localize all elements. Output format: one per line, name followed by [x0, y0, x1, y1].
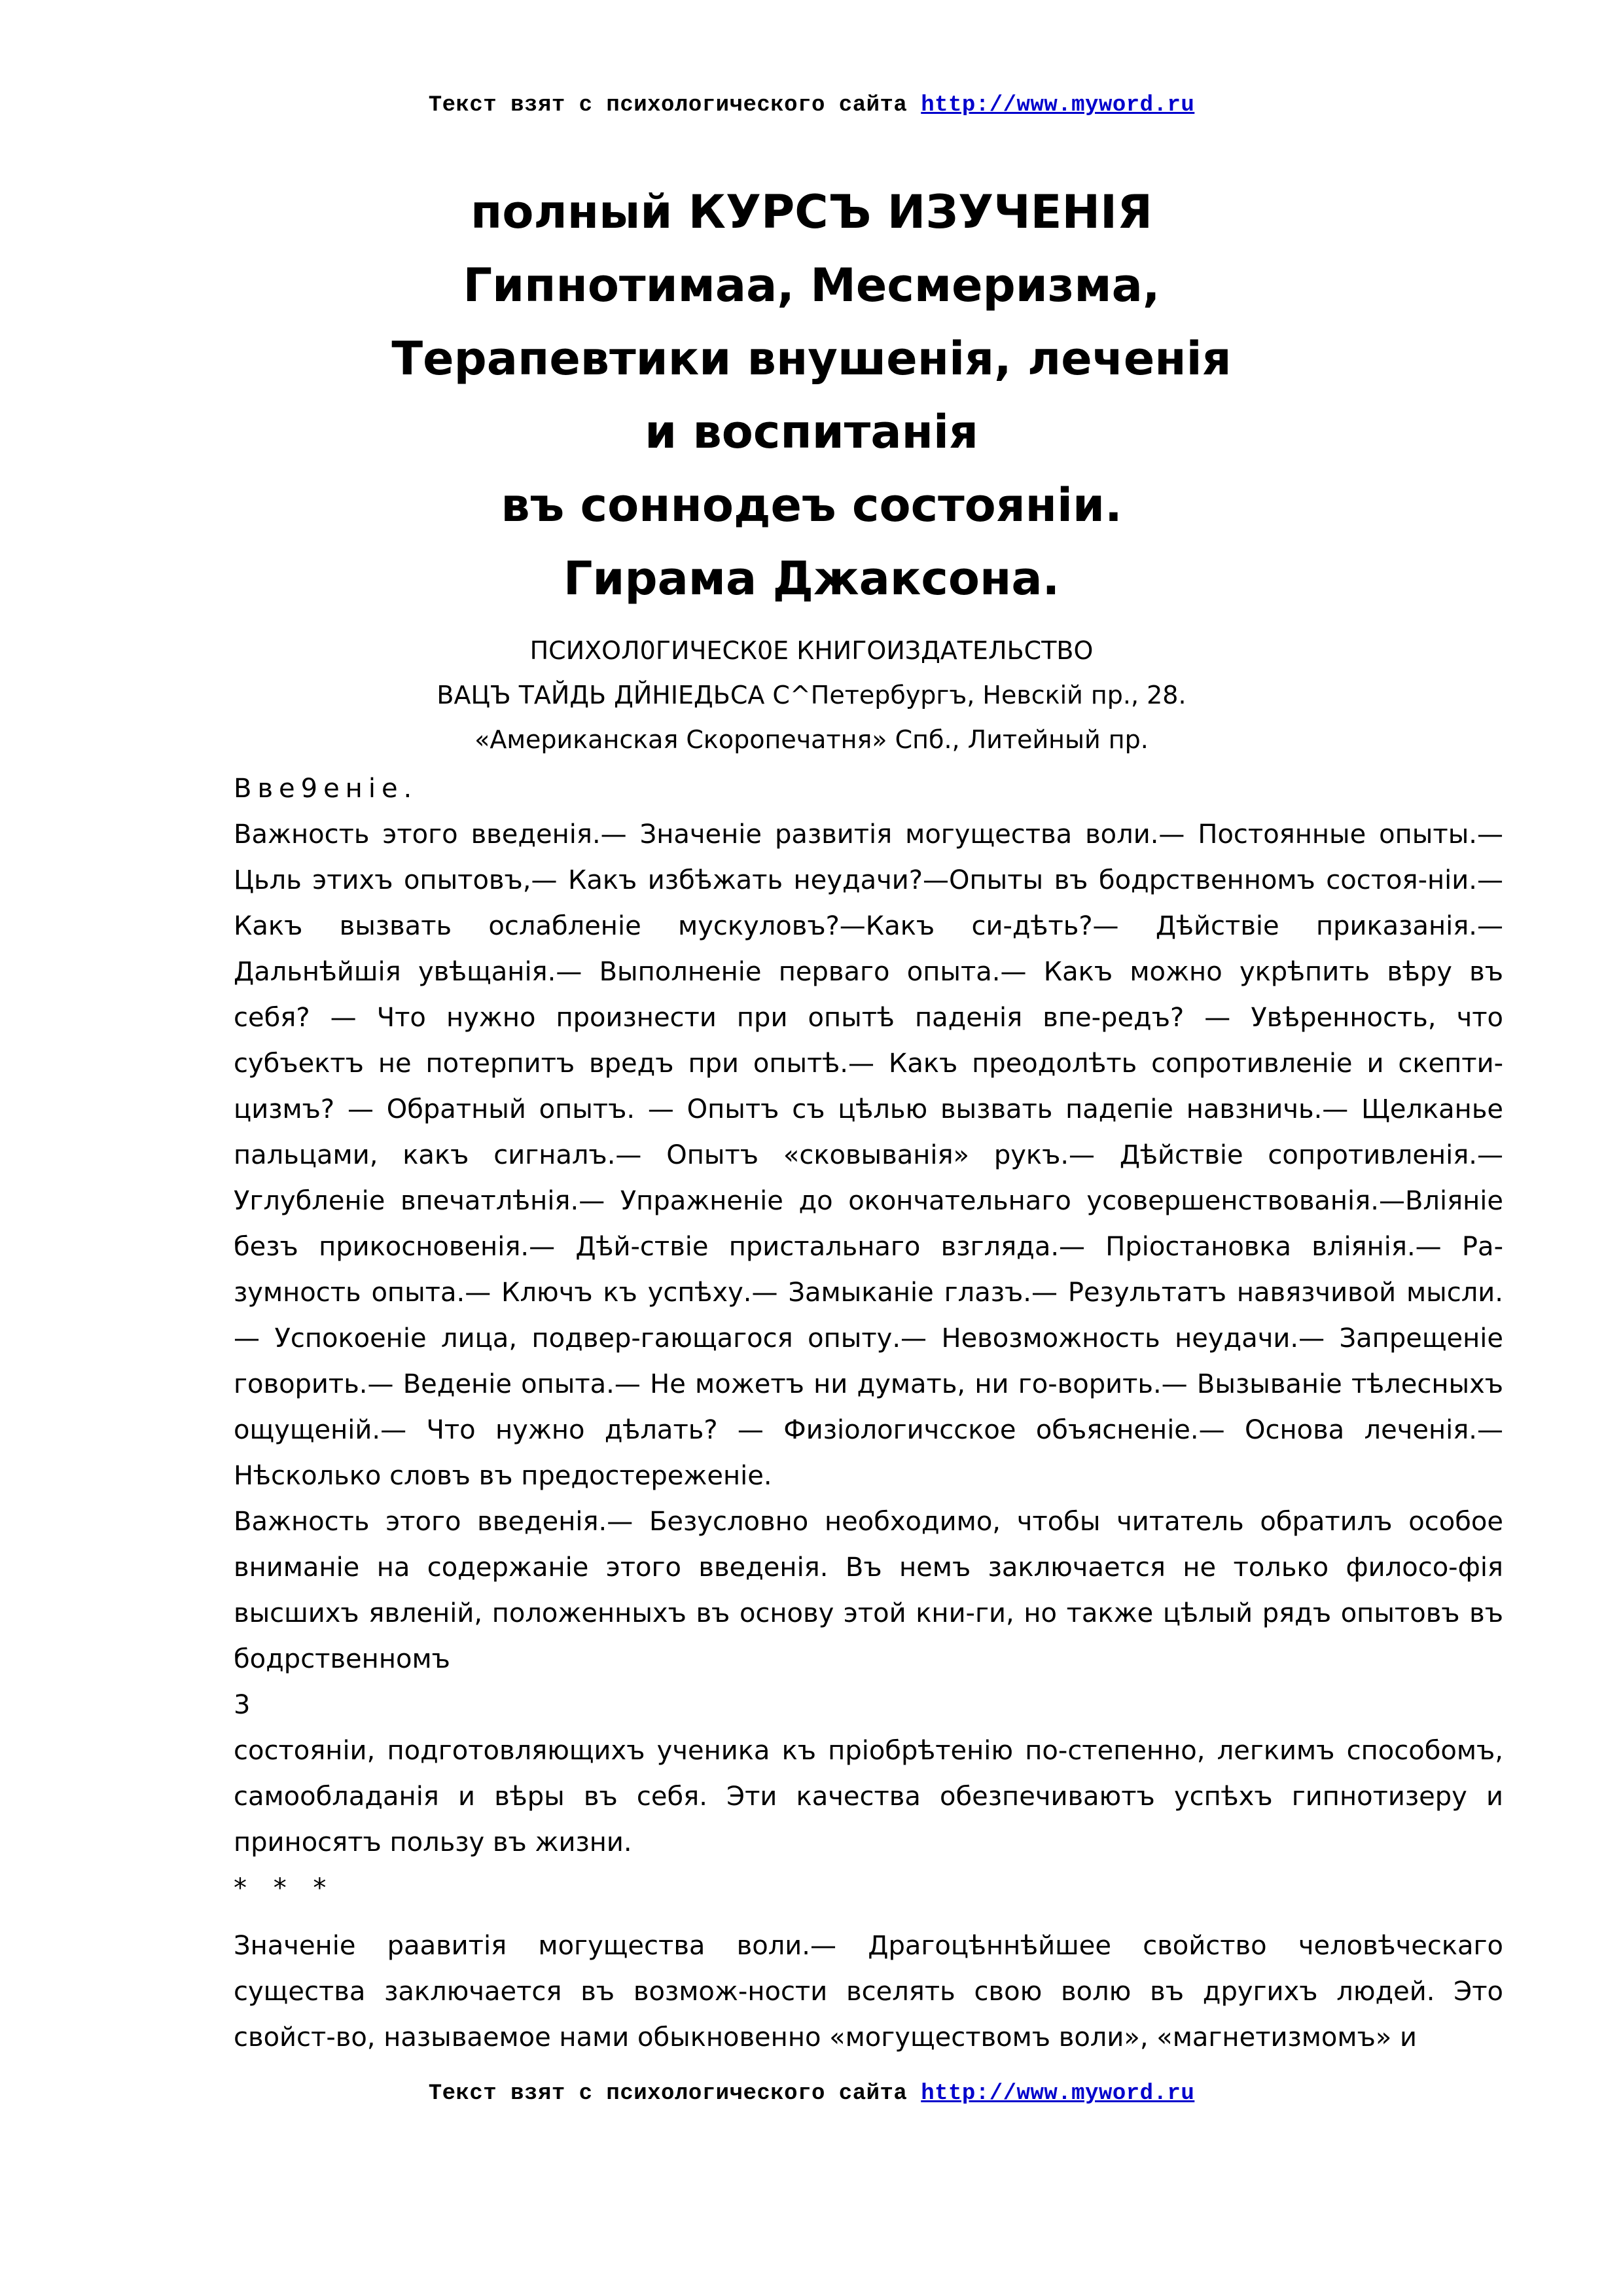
publisher-info [0, 628, 1623, 762]
page-footer [0, 2081, 1623, 2106]
page-header [0, 93, 1623, 118]
footer-text: Текст взят с психологического сайта [428, 2081, 908, 2106]
paragraph: Значеніе раавитія могущества воли.— Драгоцѣннѣйшее свойство человѣческаго существа заключается въ возмож-ности вселять свою волю въ другихъ людей. Это свойст-во, называемое нами обыкновенно «могуществомъ воли», «магнетизмомъ» и [234, 1931, 1503, 2053]
page-number: 3 [234, 1690, 251, 1720]
header-text: Текст взят с психологического сайта [428, 93, 908, 118]
publisher-line: «Американская Скоропечатня» Спб., Литейный пр. [474, 725, 1149, 754]
separator: * * * [234, 1873, 336, 1903]
body-text [234, 766, 1503, 2060]
title-line: Гипнотимаа, Месмеризма, [463, 259, 1160, 312]
section-heading: Вве9еніе. [234, 774, 418, 804]
publisher-line: ВАЦЪ ТАЙДЬ ДЙНІЕДЬСА С^Петербургъ, Невскій пр., 28. [437, 681, 1186, 709]
paragraph: Важность этого введенія.— Безусловно необходимо, чтобы читатель обратилъ особое вниманіе на содержаніе этого введенія. Въ немъ заключается не только филосо-фія высшихъ явленій, положенныхъ въ основу этой кни-ги, но также цѣлый рядъ опытовъ въ бодрственномъ [234, 1507, 1503, 1674]
publisher-line: ПСИХОЛ0ГИЧЕСК0Е КНИГОИЗДАТЕЛЬСТВО [529, 636, 1094, 665]
title-line: полный КУРСЪ ИЗУЧЕНІЯ [470, 185, 1152, 239]
footer-link[interactable]: http://www.myword.ru [921, 2081, 1195, 2106]
book-title [0, 175, 1623, 615]
header-link[interactable]: http://www.myword.ru [921, 93, 1195, 118]
title-line: Гирама Джаксона. [563, 552, 1060, 605]
paragraph: состояніи, подготовляющихъ ученика къ пріобрѣтенію по-степенно, легкимъ способомъ, самообладанія и вѣры въ себя. Эти качества обезпечиваютъ успѣхъ гипнотизеру и приносятъ пользу въ жизни. [234, 1736, 1503, 1857]
title-line: Терапевтики внушенія, леченія [391, 332, 1232, 386]
title-line: и воспитанія [645, 405, 978, 459]
title-line: въ соннодеъ состояніи. [501, 478, 1122, 532]
table-of-contents: Важность этого введенія.— Значеніе развитія могущества воли.— Постоянные опыты.— Цьль этихъ опытовъ,— Какъ избѣжать неудачи?—Опыты въ бодрственномъ состоя-ніи.— Какъ вызвать ослабленіе мускуловъ?—Какъ си-дѣть?— Дѣйствіе приказанія.— Дальнѣйшія увѣщанія.— Выполненіе перваго опыта.— Какъ можно укрѣпить вѣру въ себя? — Что нужно произнести при опытѣ паденія впе-редъ? — Увѣренность, что субъектъ не потерпитъ вредъ при опытѣ.— Какъ преодолѣть сопротивленіе и скепти-цизмъ? — Обратный опытъ. — Опытъ съ цѣлью вызвать падепіе навзничь.— Щелканье пальцами, какъ сигналъ.— Опытъ «сковыванія» рукъ.— Дѣйствіе сопротивленія.— Углубленіе впечатлѣнія.— Упражненіе до окончательнаго усовершенствованія.—Вліяніе безъ прикосновенія.— Дѣй-ствіе пристальнаго взгляда.— Пріостановка вліянія.— Ра-зумность опыта.— Ключъ къ успѣху.— Замыканіе глазъ.— Результатъ навязчивой мысли.— Успокоеніе лица, подвер-гающагося опыту.— Невозможность неудачи.— Запрещеніе говорить.— Веденіе опыта.— Не можетъ ни думать, ни го-ворить.— Вызываніе тѣлесныхъ ощущеній.— Что нужно дѣлать? — Физіологичсское объясненіе.— Основа леченія.— Нѣсколько словъ въ предостереженіе. [234, 819, 1503, 1491]
